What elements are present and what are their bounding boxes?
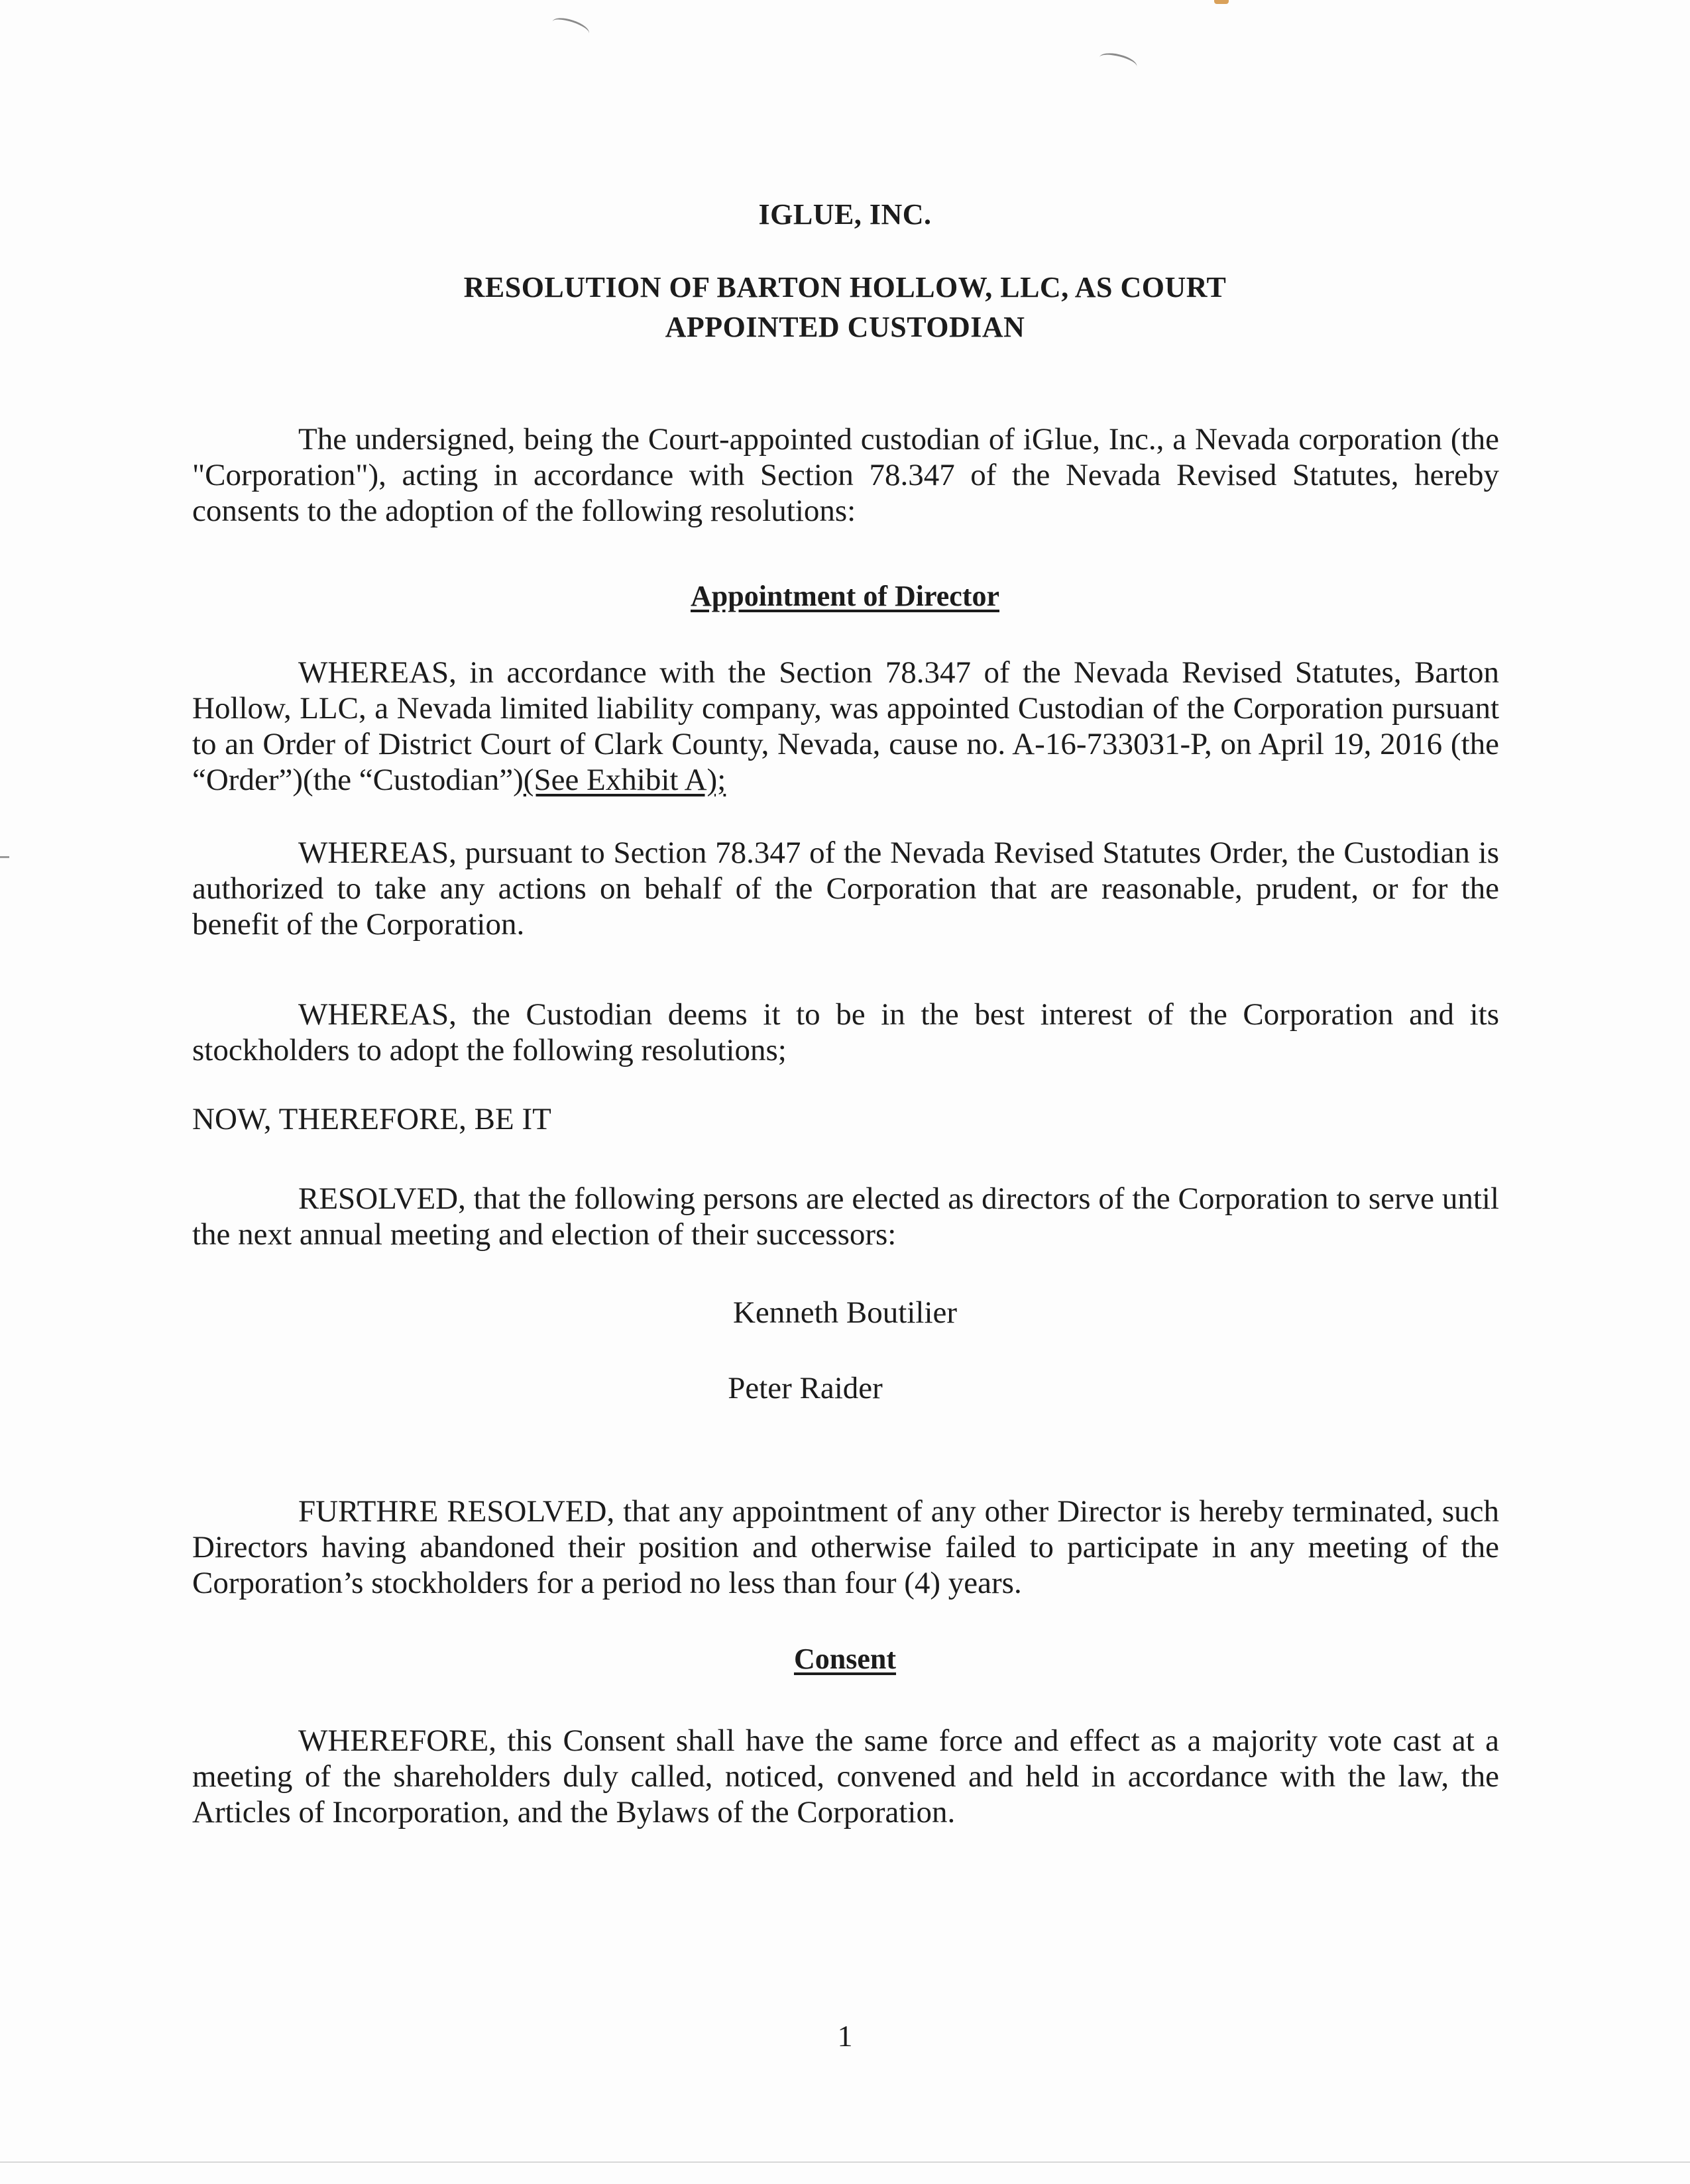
section-heading-appointment: Appointment of Director (691, 580, 999, 612)
scan-artifact-mark (1098, 50, 1139, 74)
whereas-custodian-paragraph (192, 655, 1499, 798)
scan-edge-mark (0, 856, 9, 858)
whereas-authority-paragraph: WHEREAS, pursuant to Section 78.347 of the Nevada Revised Statutes Order, the Custodian is authorized to take any actions on behalf of the Corporation that are reasonable, prudent, or for the benefit of the Corporation. (192, 836, 1499, 942)
scan-bottom-edge (0, 2161, 1690, 2163)
resolution-title-line2: APPOINTED CUSTODIAN (665, 311, 1025, 343)
company-name: IGLUE, INC. (758, 198, 932, 231)
director-name: Peter Raider (728, 1371, 883, 1405)
resolution-title-line1: RESOLUTION OF BARTON HOLLOW, LLC, AS COURT (463, 271, 1227, 303)
intro-paragraph: The undersigned, being the Court-appointed custodian of iGlue, Inc., a Nevada corporation (the "Corporation"), acting in accordance with Section 78.347 of the Nevada Revised Statutes, hereby consents to the adoption of the following resolutions: (192, 422, 1499, 528)
whereas-custodian-text: WHEREAS, in accordance with the Section 78.347 of the Nevada Revised Statutes, Barton Hollow, LLC, a Nevada limited liability company, was appointed Custodian of the Corporation pursuant to an Order of District Court of Clark County, Nevada, cause no. A-16-733031-P, on April 19, 2016 (the “Order”)(the “Custodian”) (192, 655, 1499, 797)
director-name: Kenneth Boutilier (732, 1295, 958, 1330)
scan-artifact-mark (550, 15, 591, 41)
exhibit-a-reference: (See Exhibit A); (523, 763, 726, 797)
section-heading-consent: Consent (793, 1643, 897, 1675)
scan-artifact-mark (1214, 0, 1229, 4)
whereas-best-interest-paragraph: WHEREAS, the Custodian deems it to be in the best interest of the Corporation and its stockholders to adopt the following resolutions; (192, 997, 1499, 1067)
resolved-paragraph: RESOLVED, that the following persons are elected as directors of the Corporation to serve until the next annual meeting and election of their successors: (192, 1181, 1499, 1252)
wherefore-paragraph: WHEREFORE, this Consent shall have the same force and effect as a majority vote cast at a meeting of the shareholders duly called, noticed, convened and held in accordance with the law, the Articles of Incorporation, and the Bylaws of the Corporation. (192, 1723, 1499, 1829)
further-resolved-paragraph: FURTHRE RESOLVED, that any appointment of any other Director is hereby terminated, such Directors having abandoned their position and otherwise failed to participate in any meeting of the Corporation’s stockholders for a period no less than four (4) years. (192, 1494, 1499, 1600)
now-therefore-line: NOW, THEREFORE, BE IT (192, 1102, 551, 1136)
page-number: 1 (837, 2019, 853, 2053)
